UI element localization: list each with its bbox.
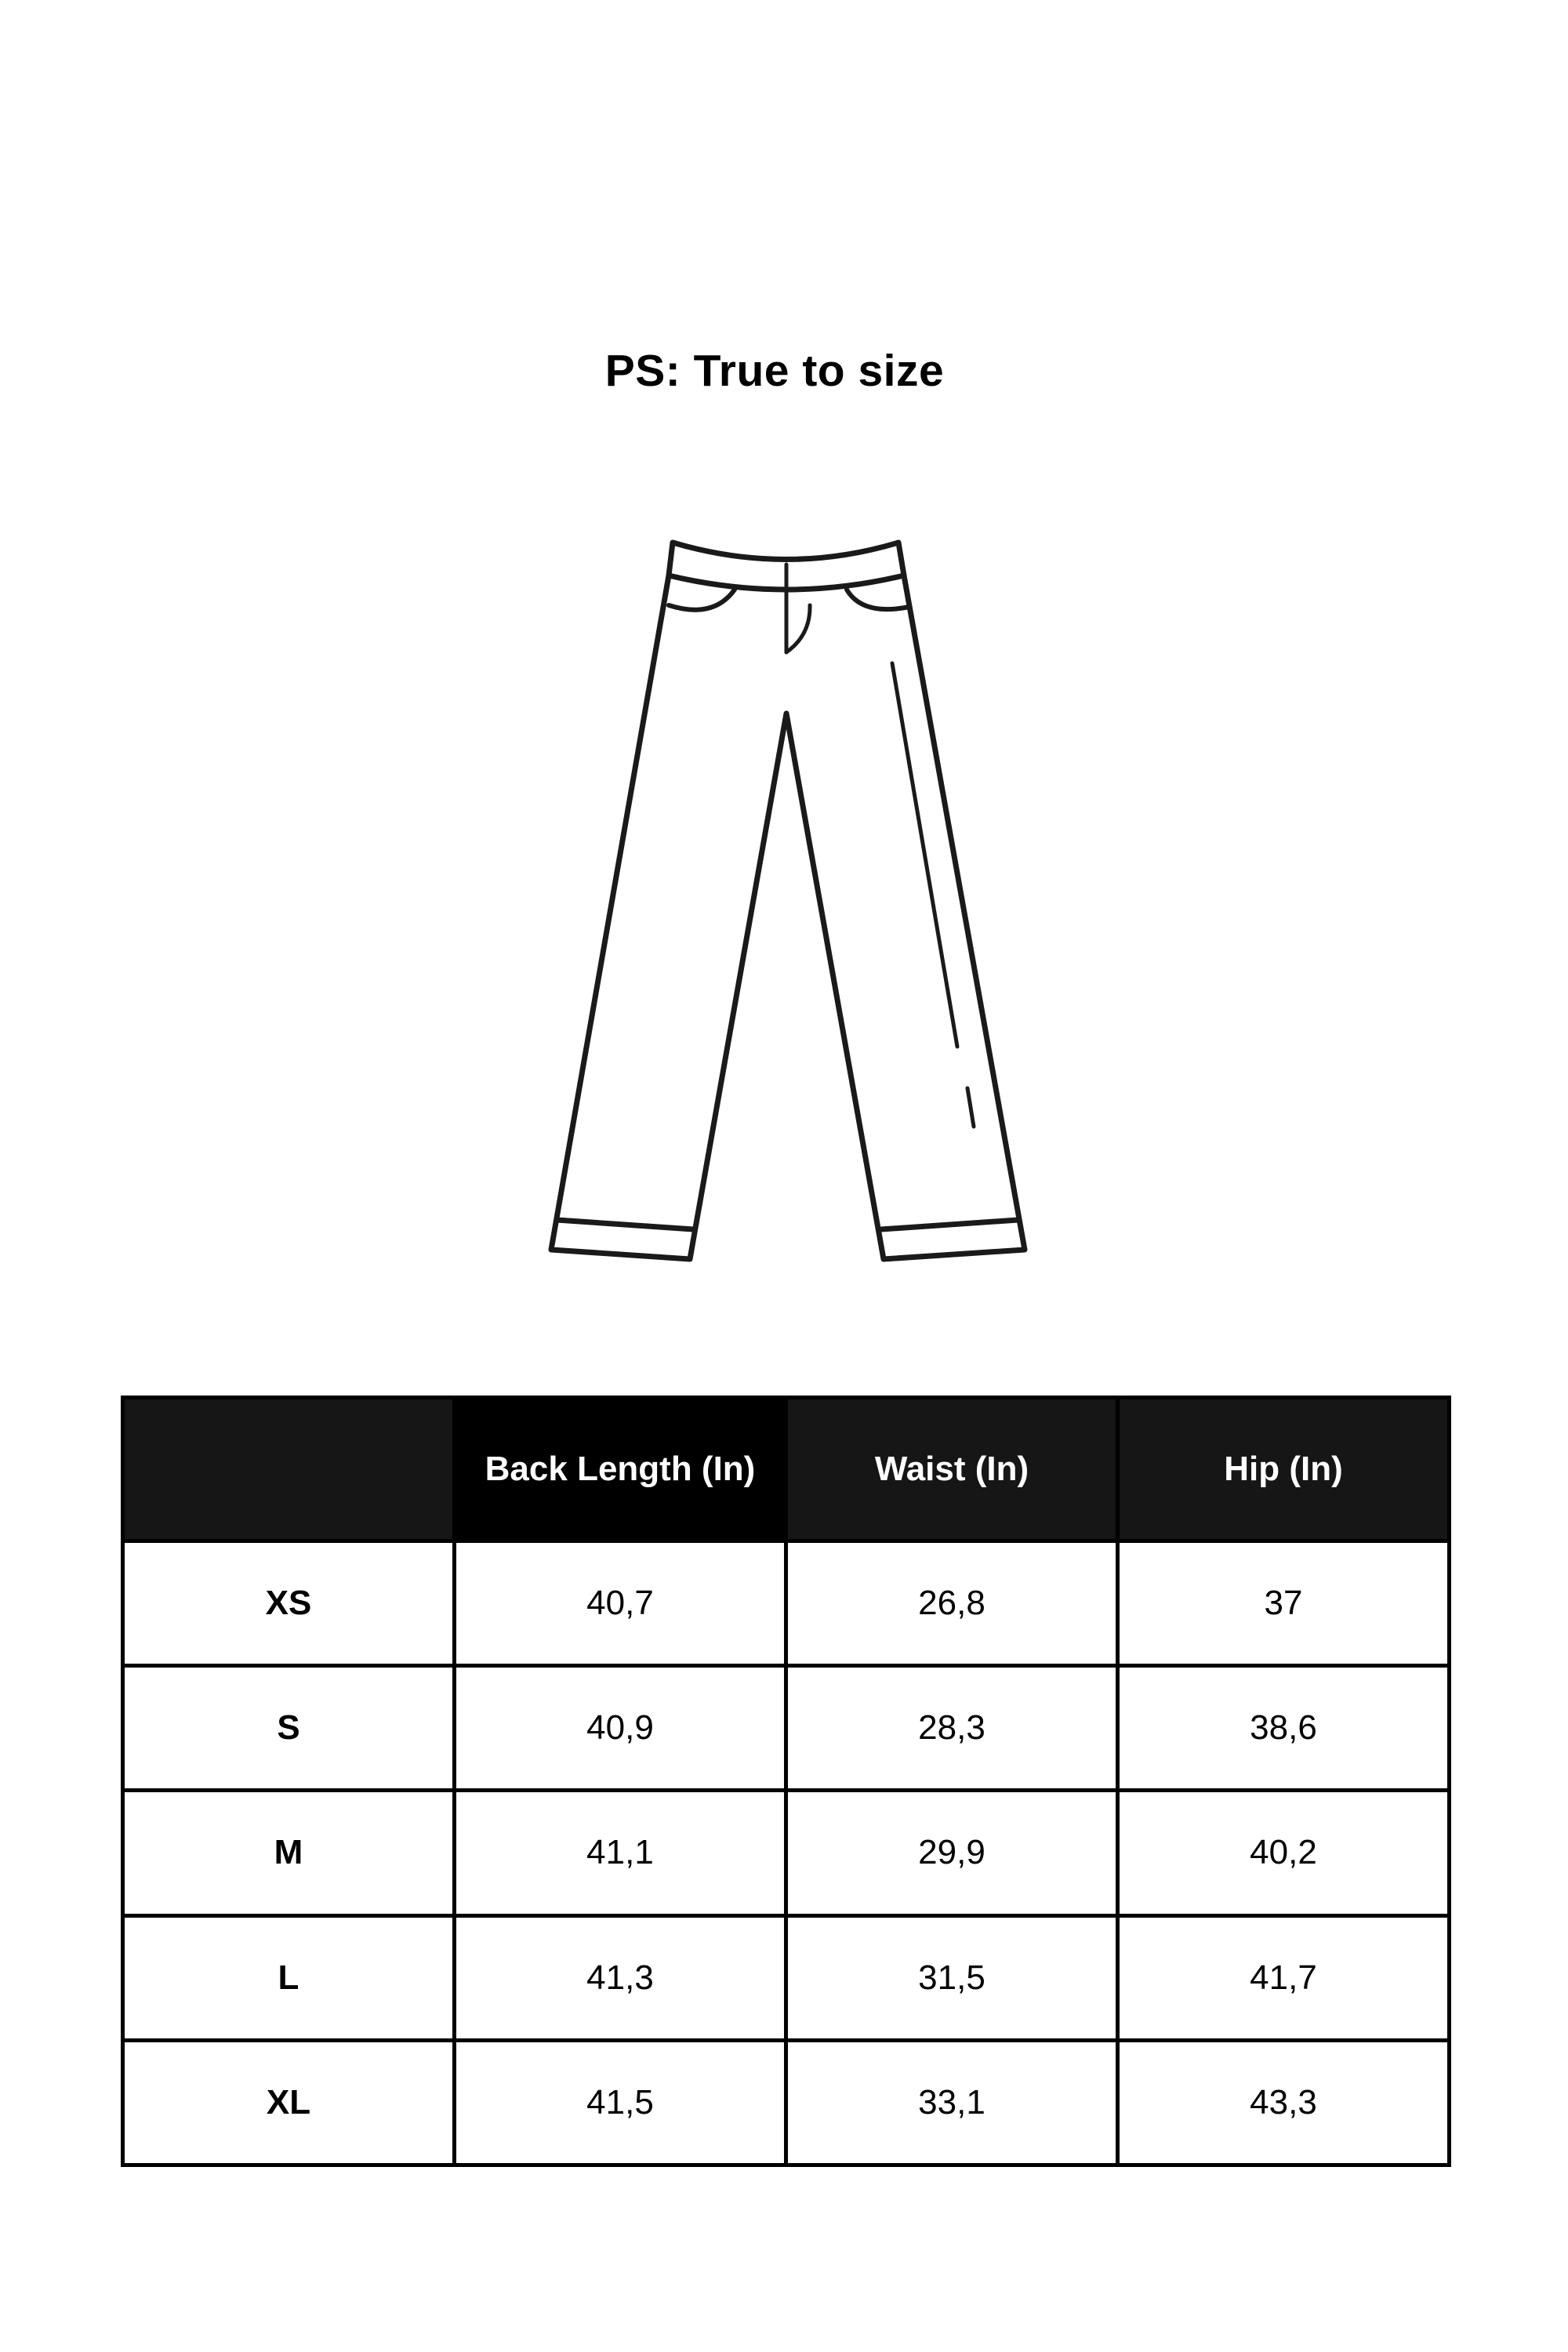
waist-value: 29,9 bbox=[786, 1791, 1118, 1915]
size-label: S bbox=[123, 1666, 455, 1791]
column-header-size bbox=[123, 1398, 455, 1541]
table-row bbox=[123, 1541, 1450, 1666]
table-row bbox=[123, 1915, 1450, 2040]
hip-value: 41,7 bbox=[1118, 1915, 1450, 2040]
size-label: XL bbox=[123, 2040, 455, 2165]
size-chart-table bbox=[121, 1396, 1451, 2167]
table-header-row bbox=[123, 1398, 1450, 1541]
back-length-value: 40,9 bbox=[455, 1666, 786, 1791]
waist-value: 31,5 bbox=[786, 1915, 1118, 2040]
page-title: PS: True to size bbox=[604, 346, 945, 396]
back-length-value: 41,3 bbox=[455, 1915, 786, 2040]
table-row bbox=[123, 1791, 1450, 1915]
column-header-back-length: Back Length (In) bbox=[455, 1398, 786, 1541]
waist-value: 28,3 bbox=[786, 1666, 1118, 1791]
column-header-hip: Hip (In) bbox=[1118, 1398, 1450, 1541]
size-label: L bbox=[123, 1915, 455, 2040]
back-length-value: 40,7 bbox=[455, 1541, 786, 1666]
waist-value: 33,1 bbox=[786, 2040, 1118, 2165]
column-header-waist: Waist (In) bbox=[786, 1398, 1118, 1541]
back-length-value: 41,5 bbox=[455, 2040, 786, 2165]
hip-value: 40,2 bbox=[1118, 1791, 1450, 1915]
table-row bbox=[123, 2040, 1450, 2165]
waist-value: 26,8 bbox=[786, 1541, 1118, 1666]
hip-value: 37 bbox=[1118, 1541, 1450, 1666]
back-length-value: 41,1 bbox=[455, 1791, 786, 1915]
hip-value: 38,6 bbox=[1118, 1666, 1450, 1791]
hip-value: 43,3 bbox=[1118, 2040, 1450, 2165]
size-label: M bbox=[123, 1791, 455, 1915]
table-row bbox=[123, 1666, 1450, 1791]
size-label: XS bbox=[123, 1541, 455, 1666]
